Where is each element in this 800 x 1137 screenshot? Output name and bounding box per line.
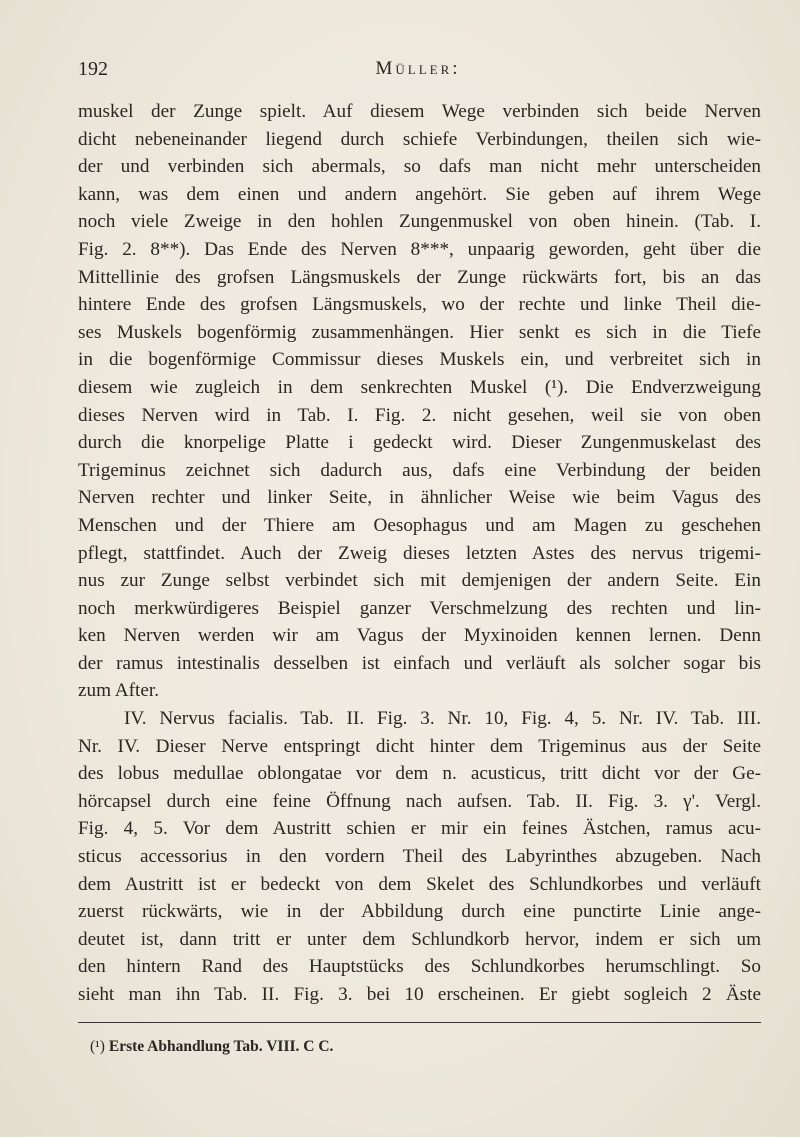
text-line: diesem wie zugleich in dem senkrechten Muskel (¹). Die Endverzweigung [78, 376, 761, 398]
footnote-text: Erste Abhandlung Tab. VIII. C C. [108, 1038, 334, 1055]
page-number: 192 [78, 58, 108, 80]
text-line: zum After. [78, 680, 159, 702]
text-line: der und verbinden sich abermals, so dafs man nicht mehr unterscheiden [78, 156, 761, 178]
body-text [78, 98, 761, 1009]
text-line: hörcapsel durch eine feine Öffnung nach aufsen. Tab. II. Fig. 3. γ'. Vergl. [78, 790, 761, 812]
text-line: durch die knorpelige Platte i gedeckt wird. Dieser Zungenmuskelast des [78, 432, 761, 454]
text-line: der ramus intestinalis desselben ist einfach und verläuft als solcher sogar bis [78, 652, 761, 674]
text-line: noch merkwürdigeres Beispiel ganzer Verschmelzung des rechten und lin- [78, 597, 761, 619]
text-line: sticus accessorius in den vordern Theil des Labyrinthes abzugeben. Nach [78, 846, 761, 868]
text-line: Nerven rechter und linker Seite, in ähnlicher Weise wie beim Vagus des [78, 487, 761, 509]
text-line: den hintern Rand des Hauptstücks des Schlundkorbes herumschlingt. So [78, 956, 761, 978]
text-line: pflegt, stattfindet. Auch der Zweig dieses letzten Astes des nervus trigemi- [78, 542, 761, 564]
text-line: nus zur Zunge selbst verbindet sich mit demjenigen der andern Seite. Ein [78, 570, 761, 592]
text-line: Fig. 4, 5. Vor dem Austritt schien er mir ein feines Ästchen, ramus acu- [78, 818, 761, 840]
text-line: Mittellinie des grofsen Längsmuskels der Zunge rückwärts fort, bis an das [78, 266, 761, 288]
text-line: kann, was dem einen und andern angehört. Sie geben auf ihrem Wege [78, 183, 761, 205]
page-header [78, 58, 758, 88]
text-line: dieses Nerven wird in Tab. I. Fig. 2. nicht gesehen, weil sie von oben [78, 404, 761, 426]
footnote-rule [78, 1022, 761, 1023]
section-heading-line: IV. Nervus facialis. Tab. II. Fig. 3. Nr. 10, Fig. 4, 5. Nr. IV. Tab. III. [124, 708, 761, 730]
text-line: hintere Ende des grofsen Längsmuskels, wo der rechte und linke Theil die- [78, 294, 761, 316]
text-line: dem Austritt ist er bedeckt von dem Skelet des Schlundkorbes und verläuft [78, 873, 761, 895]
text-line: deutet ist, dann tritt er unter dem Schlundkorb hervor, indem er sich um [78, 928, 761, 950]
text-line: sieht man ihn Tab. II. Fig. 3. bei 10 erscheinen. Er giebt sogleich 2 Äste [78, 984, 761, 1005]
text-line: ses Muskels bogenförmig zusammenhängen. Hier senkt es sich in die Tiefe [78, 321, 761, 343]
text-line: dicht nebeneinander liegend durch schiefe Verbindungen, theilen sich wie- [78, 128, 761, 150]
text-line: zuerst rückwärts, wie in der Abbildung durch eine punctirte Linie ange- [78, 901, 761, 923]
running-head: Müller: [375, 58, 461, 79]
text-line: ken Nerven werden wir am Vagus der Myxinoiden kennen lernen. Denn [78, 625, 761, 647]
text-line: Menschen und der Thiere am Oesophagus und am Magen zu geschehen [78, 514, 761, 536]
text-line: Nr. IV. Dieser Nerve entspringt dicht hinter dem Trigeminus aus der Seite [78, 735, 761, 757]
text-line: muskel der Zunge spielt. Auf diesem Wege verbinden sich beide Nerven [78, 101, 761, 122]
footnote-marker: (¹) [90, 1038, 105, 1055]
text-line: in die bogenförmige Commissur dieses Muskels ein, und verbreitet sich in [78, 349, 761, 371]
text-line: Trigeminus zeichnet sich dadurch aus, dafs eine Verbindung der beiden [78, 459, 761, 481]
text-line: Fig. 2. 8**). Das Ende des Nerven 8***, unpaarig geworden, geht über die [78, 238, 761, 260]
text-line: noch viele Zweige in den hohlen Zungenmuskel von oben hinein. (Tab. I. [78, 211, 761, 233]
footnote [90, 1038, 333, 1056]
text-line: des lobus medullae oblongatae vor dem n. acusticus, tritt dicht vor der Ge- [78, 763, 761, 785]
